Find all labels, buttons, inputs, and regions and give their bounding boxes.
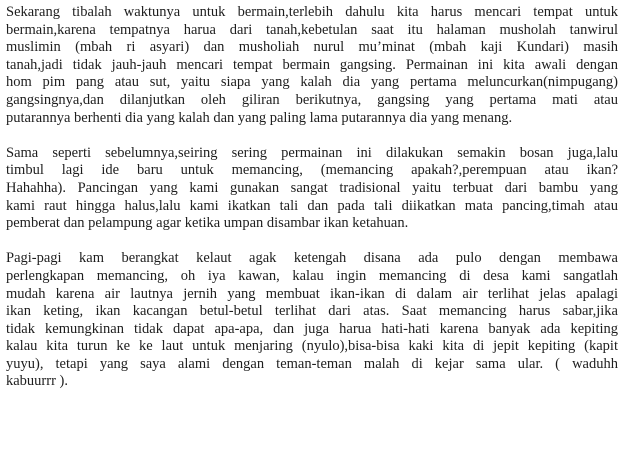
paragraph-gap xyxy=(6,127,618,145)
text-line: timbul lagi ide baru untuk memancing, (memancing apakah?,perempuan atau ikan? xyxy=(6,162,618,179)
text-line: tidak kemungkinan tidak dapat apa-apa, dan juga harua hati-hati karena banyak ada kepiting xyxy=(6,320,618,337)
text-line: mudah karena air lautnya jernih yang membuat ikan-ikan di dalam air terlihat jelas apalagi xyxy=(6,285,618,302)
text-line: bermain,karena tempatnya harua dari tanah,kebetulan saat itu halaman musholah tanwirul xyxy=(6,21,618,38)
text-line: yuyu), tetapi yang saya alami dengan teman-teman malah di kejar sama ular. ( waduhh xyxy=(6,355,618,372)
text-line: gangsingnya,dan dilanjutkan oleh giliran berikutnya, gangsing yang pertama mati atau xyxy=(6,91,618,108)
text-line: Hahahha). Pancingan yang kami gunakan sangat tradisional yaitu terbuat dari bambu yang xyxy=(6,179,618,196)
text-line: perlengkapan memancing, oh iya kawan, kalau ingin memancing di desa kami sangatlah xyxy=(6,267,618,284)
paragraph-gap xyxy=(6,233,618,251)
text-line: muslimin (mbah ri asyari) dan musholiah nurul mu’minat (mbah kaji Kundari) masih xyxy=(6,39,618,56)
paragraph-3 xyxy=(6,250,618,391)
text-line: Sekarang tibalah waktunya untuk bermain,terlebih dahulu kita harus mencari tempat untuk xyxy=(6,4,618,20)
document-body xyxy=(6,4,618,391)
text-line: kami raut hingga halus,lalu kami ikatkan tali dan pada tali diikatkan mata pancing,timah atau xyxy=(6,197,618,214)
text-line: kalau kita turun ke ke laut untuk menjaring (nyulo),bisa-bisa kaki kita di jepit kepiting (kapit xyxy=(6,338,618,355)
paragraph-2 xyxy=(6,145,618,233)
text-line: Sama seperti sebelumnya,seiring sering permainan ini dilakukan semakin bosan juga,lalu xyxy=(6,144,618,161)
text-line: kabuurrr ). xyxy=(6,373,69,390)
text-line: putarannya berhenti dia yang kalah dan yang paling lama putarannya dia yang menang. xyxy=(6,109,513,126)
text-line: pemberat dan pelampung agar ketika umpan disambar ikan ketahuan. xyxy=(6,215,409,232)
text-line: Pagi-pagi kam berangkat kelaut agak ketengah disana ada pulo dengan membawa xyxy=(6,250,618,267)
text-line: tanah,jadi tidak jauh-jauh mencari tempat bermain gangsing. Permainan ini kita awali dengan xyxy=(6,56,618,73)
paragraph-1 xyxy=(6,4,618,127)
text-line: hom pim pang atau sut, yaitu siapa yang kalah dia yang pertama meluncurkan(nimpugang) xyxy=(6,74,618,91)
text-line: ikan keting, ikan kacangan betul-betul terlihat dari atas. Saat memancing harus sabar,jika xyxy=(6,303,618,320)
